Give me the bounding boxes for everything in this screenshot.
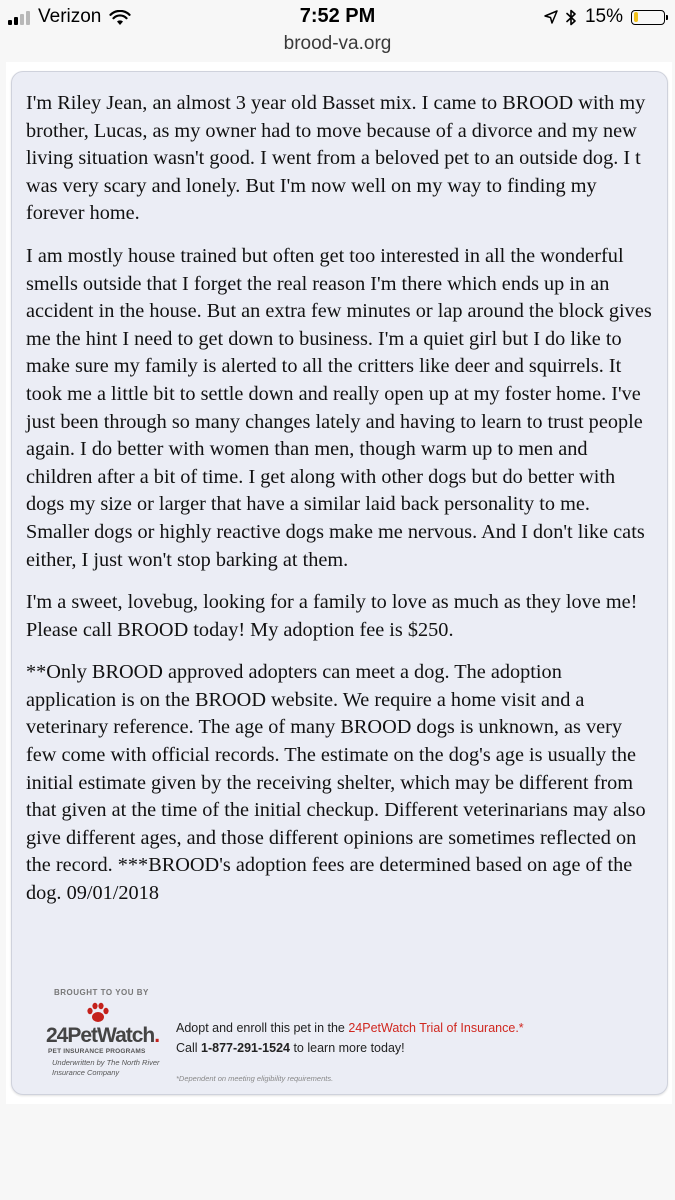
- carrier-name: Verizon: [38, 6, 102, 27]
- ad-call-suffix: to learn more today!: [289, 1041, 405, 1055]
- ad-call-prefix: Call: [176, 1041, 202, 1055]
- paw-icon: [86, 1002, 110, 1024]
- location-arrow-icon: [544, 10, 558, 24]
- pet-description-card: [11, 71, 668, 1095]
- petwatch-logo: [46, 1024, 159, 1048]
- status-right: [536, 6, 665, 28]
- logo-prefix: 24: [46, 1024, 68, 1047]
- ad-disclaimer: *Dependent on meeting eligibility requirements.: [176, 1074, 334, 1083]
- logo-trademark: .: [154, 1024, 160, 1047]
- status-time: 7:52 PM: [299, 5, 376, 27]
- brought-to-you-by: BROUGHT TO YOU BY: [54, 988, 149, 997]
- pet-story: [26, 90, 656, 923]
- insurance-ad[interactable]: [42, 988, 642, 1088]
- web-page: [6, 62, 672, 1104]
- status-bar: [0, 0, 675, 34]
- battery-icon: [631, 10, 665, 25]
- ad-call-line: [176, 1041, 405, 1055]
- battery-fill: [634, 12, 638, 22]
- story-paragraph-intro: I'm Riley Jean, an almost 3 year old Basset mix. I came to BROOD with my brother, Lucas, as my owner had to move because of a divorce and my new living situation wasn't good. I went from a beloved pet to an outside dog. I t was very scary and lonely. But I'm now well on my way to finding my forever home.: [26, 92, 646, 225]
- url-bar[interactable]: brood-va.org: [283, 33, 392, 54]
- underwritten-text: Underwritten by The North River Insurance Company: [52, 1058, 160, 1077]
- battery-percent: 15%: [584, 6, 623, 27]
- trial-link[interactable]: 24PetWatch Trial of Insurance.*: [348, 1021, 524, 1035]
- story-paragraph-disclaimer: **Only BROOD approved adopters can meet a dog. The adoption application is on the BROOD website. We require a home visit and a veterinary reference. The age of many BROOD dogs is unknown, as very few come with official records. The estimate on the dog's age is usually the initial estimate given by the receiving shelter, which may be different from that given at the time of the initial checkup. Different veterinarians may also give different ages, and those different opinions are sometimes reflected on the record. ***BROOD's adoption fees are determined based on age of the dog. 09/01/2018: [26, 661, 646, 905]
- bluetooth-icon: [566, 9, 577, 26]
- story-paragraph-behavior: I am mostly house trained but often get too interested in all the wonderful smells outside that I forget the real reason I'm there which ends up in an accident in the house. But an extra few minutes or lap around the block gives me the hint I need to get down to business. I'm a quiet girl but I do like to make sure my family is alerted to all the critters like deer and squirrels. It took me a little bit to settle down and really open up at my foster home. I've just been through so many changes lately and having to learn to trust people again. I do better with women than men, though warm up to men and children after a bit of time. I get along with other dogs but do better with dogs my size or larger that have a similar laid back personality to me. Smaller dogs or highly reactive dogs make me nervous. And I don't like cats either, I just won't stop barking at them.: [26, 244, 652, 571]
- ad-enroll-text: Adopt and enroll this pet in the: [176, 1021, 349, 1035]
- story-paragraph-adoption-fee: I'm a sweet, lovebug, looking for a family to love as much as they love me! Please call BROOD today! My adoption fee is $250.: [26, 591, 638, 641]
- ad-enroll-line: [176, 1021, 524, 1035]
- phone-number-link[interactable]: 1-877-291-1524: [201, 1041, 290, 1055]
- logo-main: PetWatch: [67, 1024, 155, 1047]
- logo-subtitle: PET INSURANCE PROGRAMS: [48, 1048, 146, 1055]
